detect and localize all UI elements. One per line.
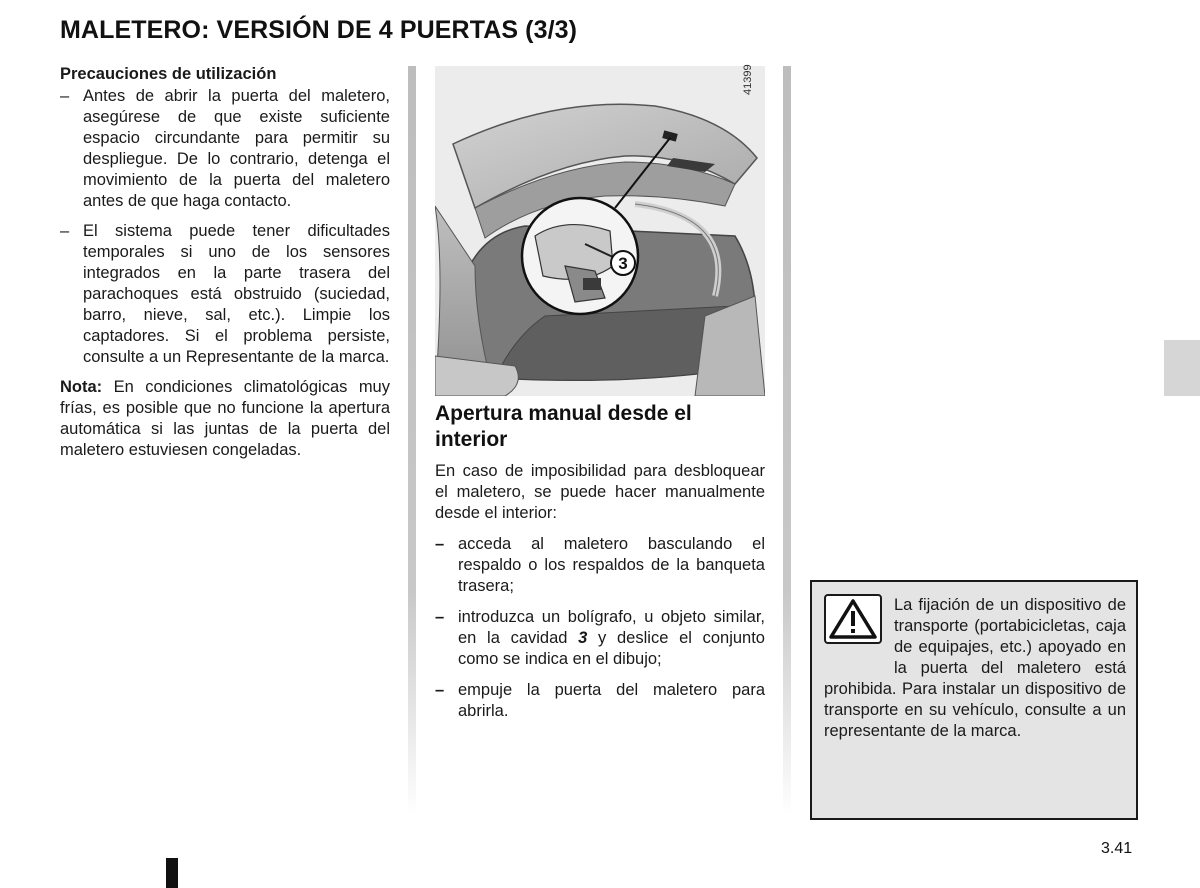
warning-text: La fijación de un dispositivo de transporte (portabicicletas, caja de equipajes, etc.) apoyado en la puerta del maletero está prohibida. Para instalar un dispositivo de transporte en su vehículo, consulte a un representante de la marca. <box>824 596 1126 740</box>
middle-column <box>435 461 765 732</box>
column-separator-right <box>783 66 791 816</box>
section-heading: Apertura manual desde el interior <box>435 402 692 451</box>
trunk-drawing <box>435 66 765 396</box>
list-item-text: acceda al maletero basculando el respaldo o los respaldos de la banqueta trasera; <box>458 535 765 595</box>
list-item-text: empuje la puerta del maletero para abrirla. <box>458 681 765 720</box>
intro-paragraph: En caso de imposibilidad para desbloquear el maletero, se puede hacer manualmente desde el interior: <box>435 462 765 522</box>
dash: – <box>435 681 445 699</box>
dash: – <box>435 535 445 553</box>
warning-text-block <box>824 595 1126 742</box>
list-item <box>435 534 765 597</box>
dash: – <box>60 87 70 105</box>
left-column <box>60 64 390 461</box>
column-separator-left <box>408 66 416 816</box>
page-number: 3.41 <box>1101 840 1133 857</box>
trunk-illustration <box>435 66 765 396</box>
list-item-text: Antes de abrir la puerta del maletero, asegúrese de que existe suficiente espacio circundante para permitir su despliegue. De lo contrario, detenga el movimiento de la puerta del maletero antes de que haga contacto. <box>83 87 390 210</box>
precautions-heading: Precauciones de utilización <box>60 65 277 83</box>
list-item <box>435 680 765 722</box>
list-item-text: introduzca un bolígrafo, u objeto similar, en la cavidad 3 y deslice el conjunto como se indica en el dibujo; <box>458 608 765 668</box>
cavity-reference: 3 <box>578 629 588 647</box>
list-item <box>435 607 765 670</box>
dash: – <box>435 608 445 626</box>
chapter-tab <box>1164 340 1200 396</box>
warning-box <box>810 580 1138 820</box>
note-label: Nota: <box>60 378 103 396</box>
list-item <box>60 221 390 368</box>
dash: – <box>60 222 70 240</box>
figure-id: 41399 <box>742 64 754 95</box>
list-item-text: El sistema puede tener dificultades temporales si uno de los sensores integrados en la parte trasera del parachoques está obstruido (suciedad, barro, nieve, sal, etc.). Limpie los captadores. Si el problema persiste, consulte a un Representante de la marca. <box>83 222 390 366</box>
list-item <box>60 86 390 212</box>
callout-number: 3 <box>618 254 628 273</box>
note-paragraph <box>60 377 390 461</box>
note-text: En condiciones climatológicas muy frías, es posible que no funcione la apertura automática si las juntas de la puerta del maletero estuviesen congeladas. <box>60 378 390 459</box>
crop-mark <box>166 858 178 888</box>
page-title: MALETERO: VERSIÓN DE 4 PUERTAS (3/3) <box>60 16 578 44</box>
